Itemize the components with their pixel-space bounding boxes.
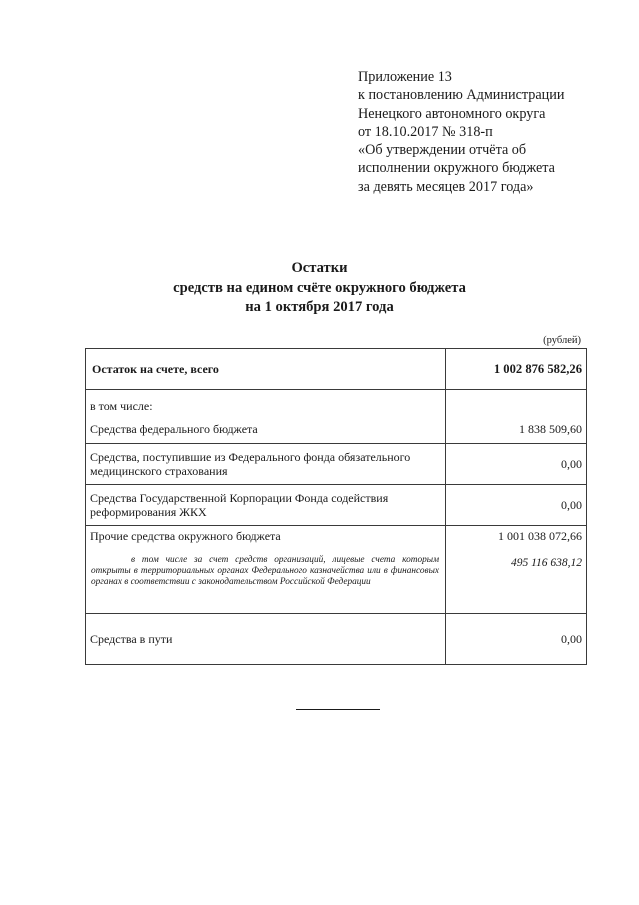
table-row-transit xyxy=(86,614,587,665)
title-line-1: Остатки xyxy=(291,260,348,276)
other-value: 1 001 038 072,66 xyxy=(446,526,587,552)
housing-value: 0,00 xyxy=(446,485,587,526)
table-row-federal xyxy=(86,416,587,444)
closing-divider xyxy=(296,709,380,710)
federal-value: 1 838 509,60 xyxy=(446,416,587,444)
appendix-line: Приложение 13 xyxy=(358,69,452,85)
other-note-label: в том числе за счет средств организаций, лицевые счета которым открыты в территориальных органах Федерального казначейства или в финансовых органах в соответствии с законодательством Российской Федерации xyxy=(91,555,439,588)
other-label: Прочие средства окружного бюджета xyxy=(86,526,446,552)
appendix-line: к постановлению Администрации xyxy=(358,87,565,104)
title-line-2: средств на едином счёте окружного бюджета xyxy=(173,279,466,296)
transit-value: 0,00 xyxy=(446,614,587,665)
table-row-housing xyxy=(86,485,587,526)
including-label: в том числе: xyxy=(86,390,446,417)
appendix-header xyxy=(358,68,628,196)
housing-label: Средства Государственной Корпорации Фонда содействия реформирования ЖКХ xyxy=(86,485,446,526)
other-note-value: 495 116 638,12 xyxy=(510,557,582,569)
total-value: 1 002 876 582,26 xyxy=(446,349,587,390)
appendix-line: исполнении окружного бюджета xyxy=(358,160,555,177)
medical-value: 0,00 xyxy=(446,444,587,485)
balance-table xyxy=(85,348,587,665)
table-row-including xyxy=(86,390,587,417)
table-row-total xyxy=(86,349,587,390)
title-line-3: на 1 октября 2017 года xyxy=(245,299,394,315)
medical-label: Средства, поступившие из Федерального фонда обязательного медицинского страхования xyxy=(86,444,446,485)
appendix-line: «Об утверждении отчёта об xyxy=(358,142,527,159)
units-label: (рублей) xyxy=(543,335,581,346)
federal-label: Средства федерального бюджета xyxy=(86,416,446,444)
transit-label: Средства в пути xyxy=(86,614,446,665)
table-row-other xyxy=(86,526,587,552)
table-row-medical xyxy=(86,444,587,485)
appendix-line: за девять месяцев 2017 года» xyxy=(358,178,534,195)
table-row-other-note xyxy=(86,551,587,614)
total-label: Остаток на счете, всего xyxy=(86,349,446,390)
appendix-line: от 18.10.2017 № 318-п xyxy=(358,123,493,140)
appendix-line: Ненецкого автономного округа xyxy=(358,105,546,122)
document-title xyxy=(0,259,639,318)
